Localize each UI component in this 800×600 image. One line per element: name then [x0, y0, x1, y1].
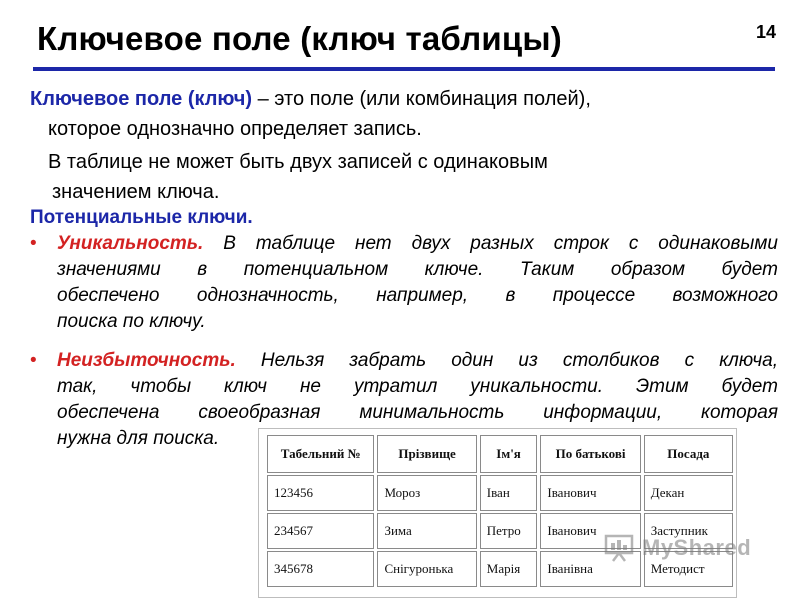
note-paragraph: [48, 147, 748, 207]
table-cell: Мороз: [377, 475, 476, 511]
table-row: [267, 513, 733, 549]
title-underline: [33, 67, 775, 71]
table-cell: Іван: [480, 475, 538, 511]
page-number: 14: [756, 22, 777, 42]
table-cell: Іванович: [540, 475, 640, 511]
bullet-text: [57, 283, 778, 309]
table-cell: 345678: [267, 551, 374, 587]
column-header: По батькові: [540, 435, 640, 473]
note-line1: В таблице не может быть двух записей с одинаковым: [48, 151, 548, 173]
definition-paragraph: [30, 84, 760, 144]
table-cell: Снігуронька: [377, 551, 476, 587]
employee-table-panel: [258, 428, 737, 598]
section-heading: Потенциальные ключи.: [30, 207, 253, 228]
bullet-text: [57, 400, 778, 426]
bullet-line: так, чтобы ключ не утратил уникальности. Этим будет: [57, 376, 778, 397]
table-cell: 234567: [267, 513, 374, 549]
bullet-line: нужна для поиска.: [57, 428, 220, 449]
table-cell: Марія: [480, 551, 538, 587]
bullet-dot-icon: •: [30, 350, 37, 371]
bullet-line: значениями в потенциальном ключе. Таким образом будет: [57, 259, 778, 280]
bullet-line: В таблице нет двух разных строк с одинаковыми: [203, 233, 778, 254]
employee-table: [264, 433, 736, 589]
bullet-dot-icon: •: [30, 233, 37, 254]
table-cell: 123456: [267, 475, 374, 511]
table-cell: Методист: [644, 551, 733, 587]
bullet-text: [57, 348, 778, 374]
definition-term: Ключевое поле (ключ): [30, 88, 253, 110]
bullet-text: [57, 309, 778, 335]
bullet-line: Нельзя забрать один из столбиков с ключа,: [235, 350, 778, 371]
definition-text-line2: которое однозначно определяет запись.: [48, 118, 422, 140]
bullet-term: Неизбыточность.: [57, 350, 236, 371]
table-header-row: [267, 435, 733, 473]
table-cell: Зима: [377, 513, 476, 549]
bullet-line: обеспечено однозначность, например, в процессе возможного: [57, 285, 778, 306]
definition-text-line1: – это поле (или комбинация полей),: [252, 88, 591, 110]
table-row: [267, 551, 733, 587]
note-line2: значением ключа.: [52, 181, 220, 203]
table-cell: Декан: [644, 475, 733, 511]
slide-title: Ключевое поле (ключ таблицы): [37, 20, 562, 57]
bullet-line: поиска по ключу.: [57, 311, 206, 332]
column-header: Табельний №: [267, 435, 374, 473]
table-cell: Петро: [480, 513, 538, 549]
column-header: Прізвище: [377, 435, 476, 473]
bullet-term: Уникальность.: [57, 233, 204, 254]
bullet-text: [57, 374, 778, 400]
table-row: [267, 475, 733, 511]
column-header: Посада: [644, 435, 733, 473]
table-cell: Іванович: [540, 513, 640, 549]
bullet-text: [57, 257, 778, 283]
watermark-text: MyShared: [642, 535, 752, 560]
bullet-text: [57, 231, 778, 257]
column-header: Ім'я: [480, 435, 538, 473]
table-cell: Заступник: [644, 513, 733, 549]
bullet-line: обеспечена своеобразная минимальность информации, которая: [57, 402, 778, 423]
table-cell: Іванівна: [540, 551, 640, 587]
